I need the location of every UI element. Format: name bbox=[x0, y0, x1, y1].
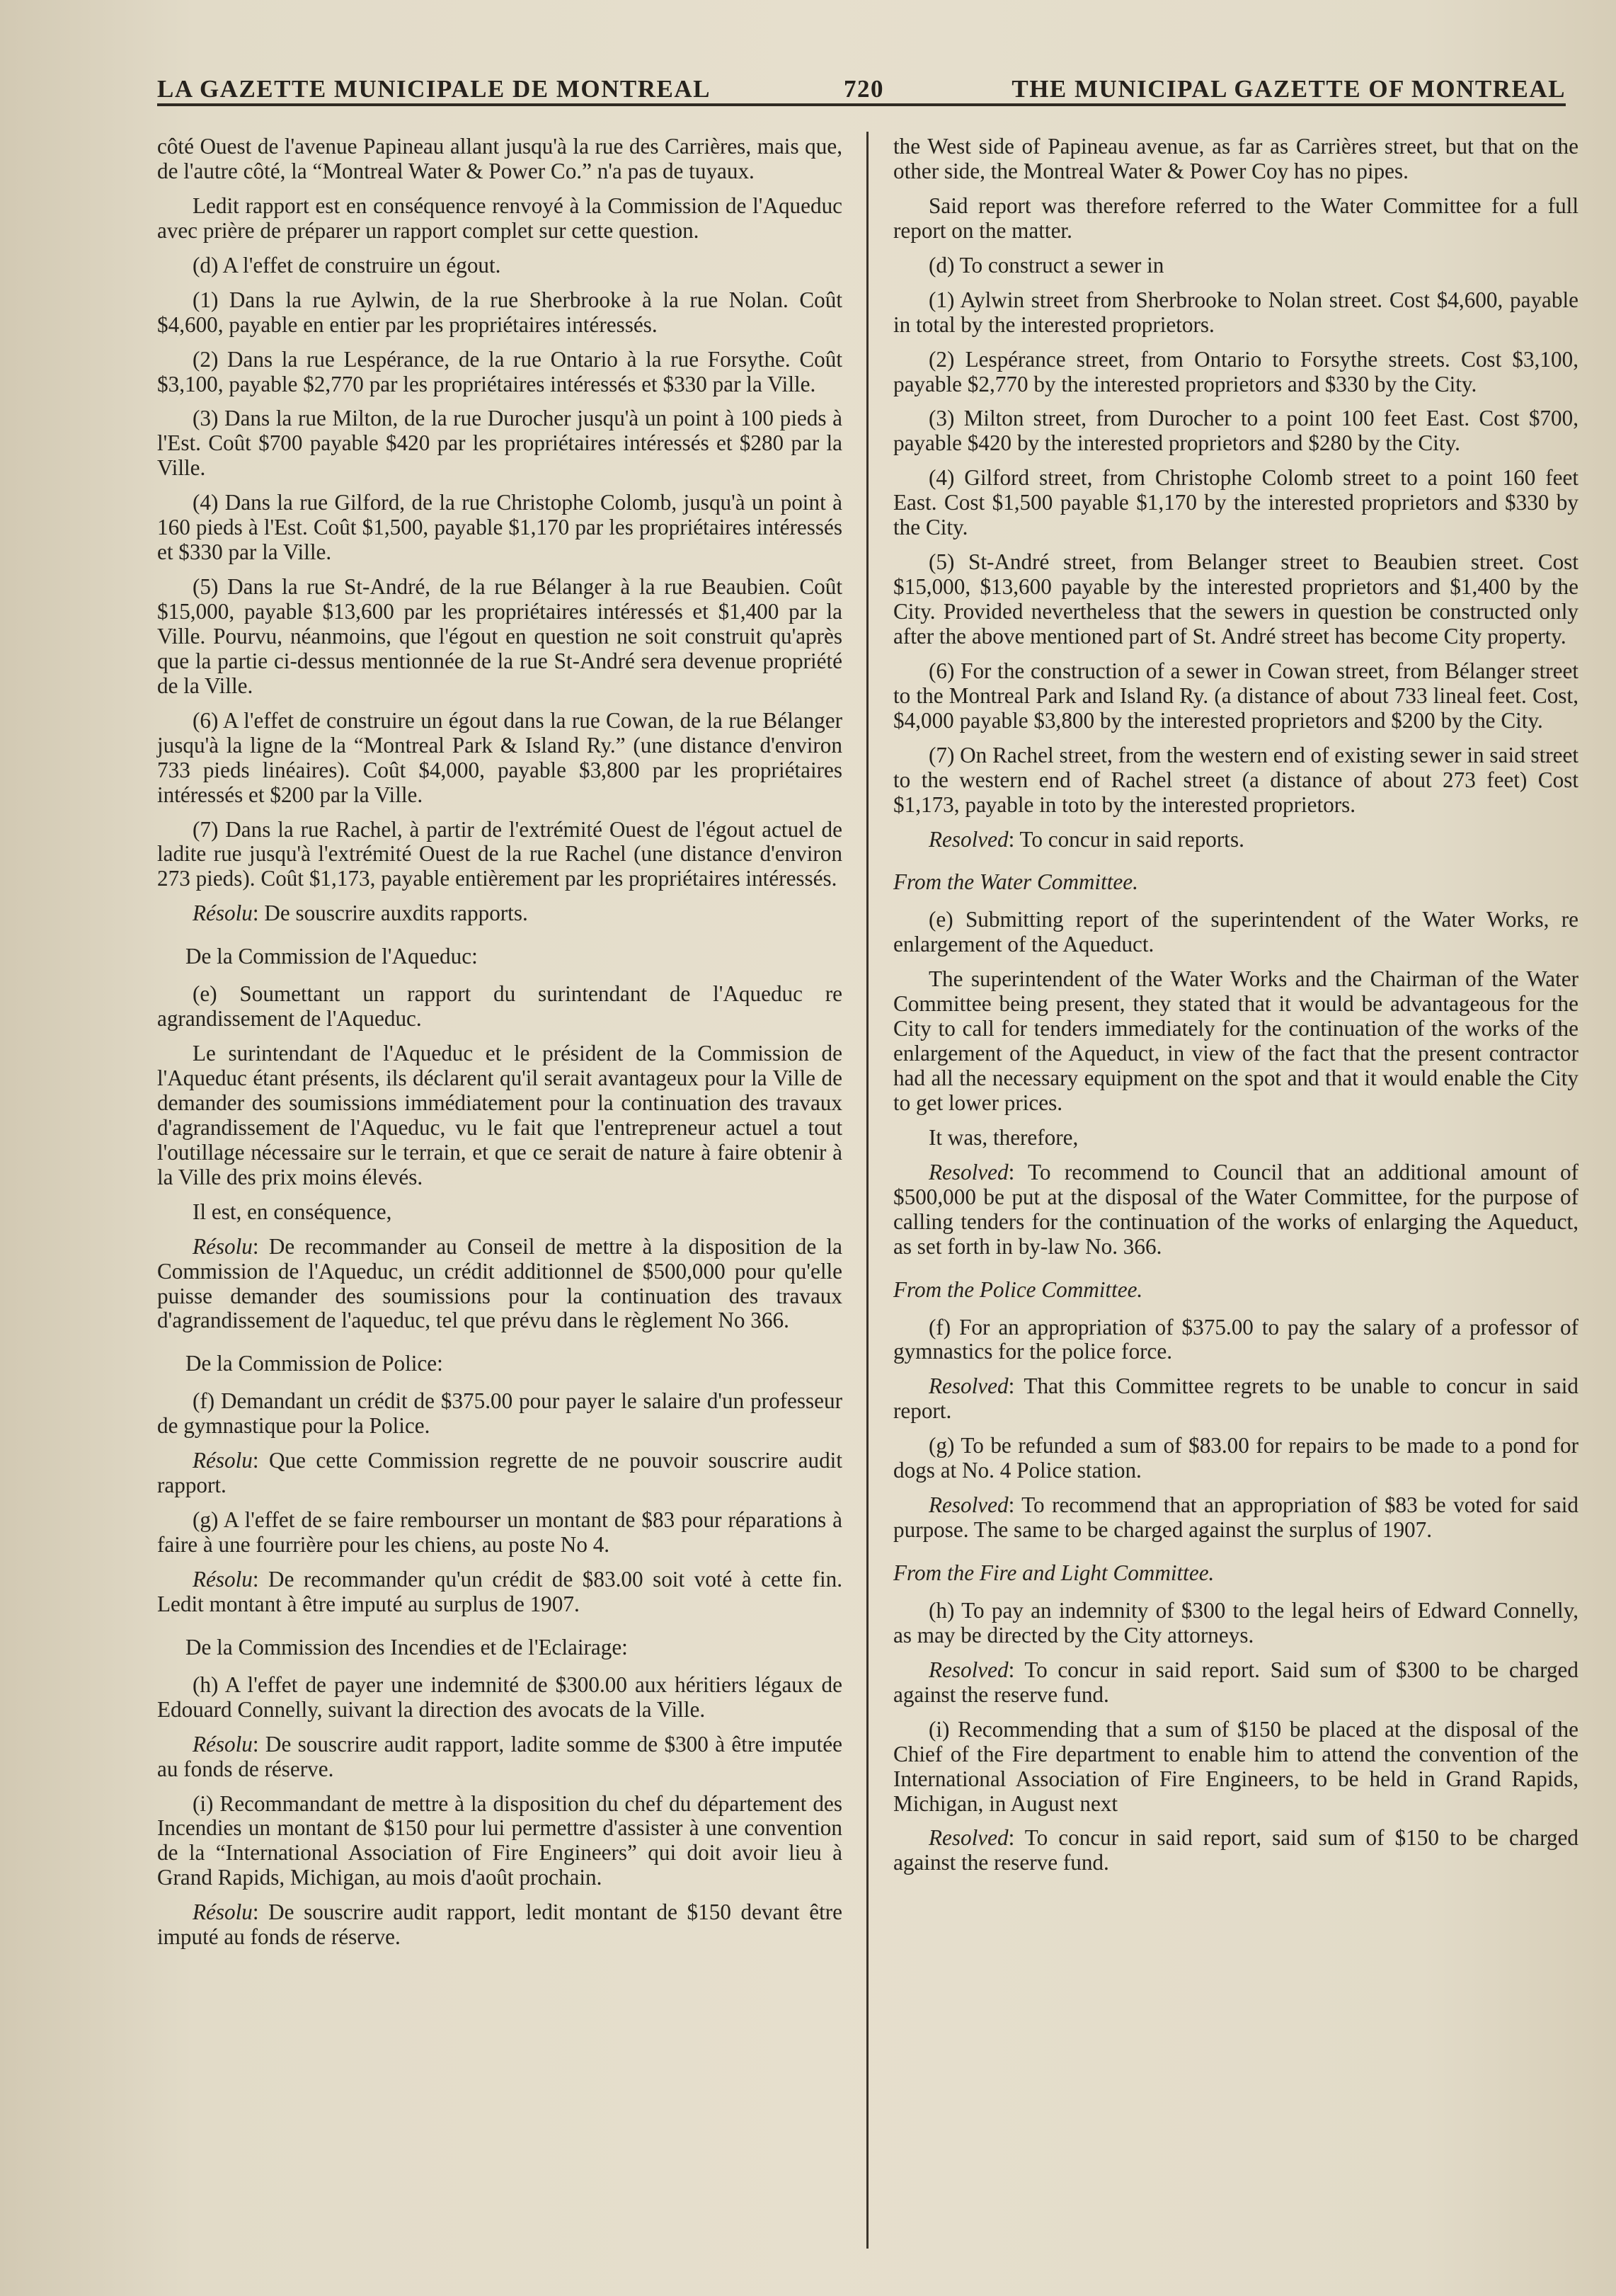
resolution-label: Resolved bbox=[929, 1657, 1009, 1682]
header-title-french: LA GAZETTE MUNICIPALE DE MONTREAL bbox=[157, 75, 711, 103]
resolution-label: Resolved bbox=[929, 826, 1009, 852]
section-heading: From the Police Committee. bbox=[893, 1276, 1143, 1302]
body-paragraph: (1) Dans la rue Aylwin, de la rue Sherbrooke à la rue Nolan. Coût $4,600, payable en entier par les propriétaires intéressés. bbox=[157, 287, 842, 337]
body-paragraph: (7) On Rachel street, from the western end of existing sewer in said street to the western end of Rachel street (a distance of about 273 feet) Cost $1,173, payable in toto by the interested proprietors. bbox=[893, 742, 1579, 817]
resolution-paragraph bbox=[157, 1567, 842, 1617]
resolution-paragraph bbox=[893, 1826, 1578, 1875]
resolution-label: Résolu bbox=[193, 901, 253, 926]
body-paragraph: (e) Soumettant un rapport du surintendant de l'Aqueduc re agrandissement de l'Aqueduc. bbox=[157, 981, 842, 1032]
body-paragraph: (i) Recommandant de mettre à la disposition du chef du département des Incendies un montant de $150 pour lui permettre d'assister à une convention de la “International Association of Fire Engineers” qui doit avoir lieu à Grand Rapids, Michigan, au mois d'août prochain. bbox=[157, 1790, 842, 1890]
body-paragraph: (6) A l'effet de construire un égout dans la rue Cowan, de la rue Bélanger jusqu'à la ligne de la “Montreal Park & Island Ry.” (une distance d'environ 733 pieds linéaires). Coût $4,000, payable $3,800 par les propriétaires intéressés et $200 par la Ville. bbox=[157, 707, 842, 807]
page-number: 720 bbox=[844, 75, 884, 103]
body-paragraph: Il est, en conséquence, bbox=[193, 1199, 392, 1224]
resolution-label: Resolved bbox=[929, 1492, 1009, 1518]
body-paragraph: Said report was therefore referred to the Water Committee for a full report on the matter. bbox=[893, 193, 1578, 243]
continued-paragraph: the West side of Papineau avenue, as far as Carrières street, but that on the other side, the Montreal Water & Power Coy has no pipes. bbox=[893, 134, 1578, 183]
body-paragraph: (i) Recommending that a sum of $150 be placed at the disposal of the Chief of the Fire department to enable him to attend the convention of the International Association of Fire Engineers, to be held in Grand Rapids, Michigan, in August next bbox=[893, 1716, 1578, 1816]
body-paragraph: (f) For an appropriation of $375.00 to pay the salary of a professor of gymnastics for the police force. bbox=[893, 1314, 1578, 1364]
body-paragraph: (g) A l'effet de se faire rembourser un montant de $83 pour réparations à faire à une fourrière pour les chiens, au poste No 4. bbox=[157, 1507, 842, 1557]
section-heading: De la Commission des Incendies et de l'Eclairage: bbox=[185, 1634, 628, 1660]
section-heading: De la Commission de l'Aqueduc: bbox=[185, 944, 478, 969]
resolution-text: : Que cette Commission regrette de ne pouvoir souscrire audit rapport. bbox=[157, 1448, 842, 1498]
resolution-label: Resolved bbox=[929, 1159, 1009, 1184]
body-paragraph: (5) St-André street, from Belanger street to Beaubien street. Cost $15,000, $13,600 payable by the interested proprietors and $1,400 by the City. Provided nevertheless that the sewers in question be constructed only after the above mentioned part of St. André street has become City property. bbox=[893, 549, 1578, 649]
page-header bbox=[157, 68, 1566, 105]
resolution-paragraph bbox=[157, 901, 842, 926]
resolution-paragraph bbox=[893, 1374, 1578, 1424]
body-paragraph: (2) Lespérance street, from Ontario to Forsythe streets. Cost $3,100, payable $2,770 by the interested proprietors and $330 by the City. bbox=[893, 346, 1578, 396]
body-paragraph: (3) Milton street, from Durocher to a point 100 feet East. Cost $700, payable $420 by the interested proprietors and $280 by the City. bbox=[893, 406, 1578, 456]
resolution-paragraph bbox=[157, 1449, 842, 1498]
resolution-text: : To recommend to Council that an additional amount of $500,000 be put at the disposal of the Water Committee, for the purpose of calling tenders for the continuation of the works of enlarging the Aqueduct, as set forth in by-law No. 366. bbox=[893, 1159, 1578, 1259]
body-paragraph: (7) Dans la rue Rachel, à partir de l'extrémité Ouest de l'égout actuel de ladite rue jusqu'à l'extrémité Ouest de la rue Rachel (une distance d'environ 273 pieds). Coût $1,173, payable entièrement par les propriétaires intéressés. bbox=[157, 816, 842, 891]
resolution-text: : That this Committee regrets to be unable to concur in said report. bbox=[893, 1373, 1578, 1424]
section-heading: De la Commission de Police: bbox=[185, 1351, 443, 1376]
resolution-label: Resolved bbox=[929, 1825, 1009, 1851]
resolution-paragraph bbox=[157, 1900, 842, 1950]
resolution-text: : De recommander qu'un crédit de $83.00 soit voté à cette fin. Ledit montant à être imputé au surplus de 1907. bbox=[157, 1566, 842, 1616]
header-rule bbox=[157, 103, 1566, 106]
body-paragraph: (3) Dans la rue Milton, de la rue Durocher jusqu'à un point à 100 pieds à l'Est. Coût $700 payable $420 par les propriétaires intéressés et $280 par la Ville. bbox=[157, 406, 842, 481]
body-paragraph: (2) Dans la rue Lespérance, de la rue Ontario à la rue Forsythe. Coût $3,100, payable $2,770 par les propriétaires intéressés et $330 par la Ville. bbox=[157, 346, 842, 396]
body-paragraph: (5) Dans la rue St-André, de la rue Bélanger à la rue Beaubien. Coût $15,000, payable $13,600 par les propriétaires intéressés et $1,400 par la Ville. Pourvu, néanmoins, que l'égout en question ne soit construit qu'après que la partie ci-dessus mentionnée de la rue St-André sera devenue propriété de la Ville. bbox=[157, 574, 842, 698]
resolution-text: : De souscrire auxdits rapports. bbox=[252, 901, 528, 926]
resolution-text: : De souscrire audit rapport, ladite somme de $300 à être imputée au fonds de réserve. bbox=[157, 1731, 842, 1781]
resolution-paragraph bbox=[157, 1235, 842, 1334]
section-heading: From the Water Committee. bbox=[893, 869, 1138, 895]
resolution-label: Résolu bbox=[193, 1448, 253, 1473]
resolution-paragraph bbox=[893, 828, 1578, 852]
body-paragraph: (g) To be refunded a sum of $83.00 for repairs to be made to a pond for dogs at No. 4 Police station. bbox=[893, 1433, 1578, 1483]
header-title-english: THE MUNICIPAL GAZETTE OF MONTREAL bbox=[1012, 75, 1566, 103]
body-paragraph: The superintendent of the Water Works and the Chairman of the Water Committee being present, they stated that it would be advantageous for the City to call for tenders immediately for the continuation of the works of the enlargement of the Aqueduct, in view of the fact that the present contractor had all the necessary equipment on the spot and that it would enable the City to get lower prices. bbox=[893, 966, 1578, 1115]
resolution-label: Résolu bbox=[193, 1900, 253, 1925]
column-divider bbox=[866, 132, 869, 2249]
body-paragraph: It was, therefore, bbox=[929, 1124, 1079, 1150]
body-paragraph: (f) Demandant un crédit de $375.00 pour payer le salaire d'un professeur de gymnastique pour la Police. bbox=[157, 1388, 842, 1439]
resolution-label: Résolu bbox=[193, 1233, 253, 1259]
body-paragraph: Le surintendant de l'Aqueduc et le président de la Commission de l'Aqueduc étant présents, ils déclarent qu'il serait avantageux pour la Ville de demander des soumissions immédiatement pour la continuation des travaux d'agrandissement de l'Aqueduc, vu le fait que l'entrepreneur actuel a tout l'outillage nécessaire sur le terrain, et que ce serait de nature à faire obtenir à la Ville des prix moins élevés. bbox=[157, 1041, 842, 1189]
body-paragraph: (h) To pay an indemnity of $300 to the legal heirs of Edward Connelly, as may be directed by the City attorneys. bbox=[893, 1597, 1578, 1647]
resolution-text: : To concur in said reports. bbox=[1008, 826, 1244, 852]
resolution-text: : De souscrire audit rapport, ledit montant de $150 devant être imputé au fonds de réserve. bbox=[157, 1900, 842, 1950]
body-paragraph: Ledit rapport est en conséquence renvoyé à la Commission de l'Aqueduc avec prière de préparer un rapport complet sur cette question. bbox=[157, 193, 842, 243]
resolution-text: : To concur in said report. Said sum of $300 to be charged against the reserve fund. bbox=[893, 1657, 1578, 1707]
resolution-label: Résolu bbox=[193, 1731, 253, 1757]
resolution-paragraph bbox=[893, 1160, 1578, 1260]
french-column bbox=[157, 135, 842, 1960]
continued-paragraph: côté Ouest de l'avenue Papineau allant jusqu'à la rue des Carrières, mais que, de l'autre côté, la “Montreal Water & Power Co.” n'a pas de tuyaux. bbox=[157, 134, 842, 183]
resolution-text: : De recommander au Conseil de mettre à la disposition de la Commission de l'Aqueduc, un crédit additionnel de $500,000 pour qu'elle puisse demander des soumissions pour la continuation des travaux d'agrandissement de l'aqueduc, tel que prévu dans le règlement No 366. bbox=[157, 1233, 842, 1333]
resolution-label: Resolved bbox=[929, 1373, 1009, 1399]
body-paragraph: (4) Gilford street, from Christophe Colomb street to a point 160 feet East. Cost $1,500 payable $1,170 by the interested proprietors and $330 by the City. bbox=[893, 465, 1578, 540]
resolution-text: : To concur in said report, said sum of $150 to be charged against the reserve fund. bbox=[893, 1825, 1578, 1875]
resolution-paragraph bbox=[893, 1493, 1578, 1543]
section-heading: From the Fire and Light Committee. bbox=[893, 1560, 1215, 1585]
resolution-paragraph bbox=[893, 1658, 1578, 1708]
body-paragraph: (4) Dans la rue Gilford, de la rue Christophe Colomb, jusqu'à un point à 160 pieds à l'Est. Coût $1,500, payable $1,170 par les propriétaires intéressés et $330 par la Ville. bbox=[157, 490, 842, 565]
body-paragraph: (6) For the construction of a sewer in Cowan street, from Bélanger street to the Montreal Park and Island Ry. (a distance of about 733 lineal feet. Cost, $4,000 payable $3,800 by the interested proprietors and $200 by the City. bbox=[893, 658, 1578, 733]
english-column bbox=[893, 135, 1578, 1885]
body-paragraph: (1) Aylwin street from Sherbrooke to Nolan street. Cost $4,600, payable in total by the interested proprietors. bbox=[893, 287, 1578, 337]
resolution-text: : To recommend that an appropriation of $83 be voted for said purpose. The same to be charged against the surplus of 1907. bbox=[893, 1492, 1578, 1543]
body-paragraph: (h) A l'effet de payer une indemnité de $300.00 aux héritiers légaux de Edouard Connelly, suivant la direction des avocats de la Ville. bbox=[157, 1672, 842, 1722]
resolution-paragraph bbox=[157, 1732, 842, 1782]
body-paragraph: (d) A l'effet de construire un égout. bbox=[193, 252, 501, 278]
body-paragraph: (e) Submitting report of the superintendent of the Water Works, re enlargement of the Aqueduct. bbox=[893, 907, 1578, 957]
body-paragraph: (d) To construct a sewer in bbox=[929, 252, 1164, 278]
resolution-label: Résolu bbox=[193, 1566, 253, 1592]
